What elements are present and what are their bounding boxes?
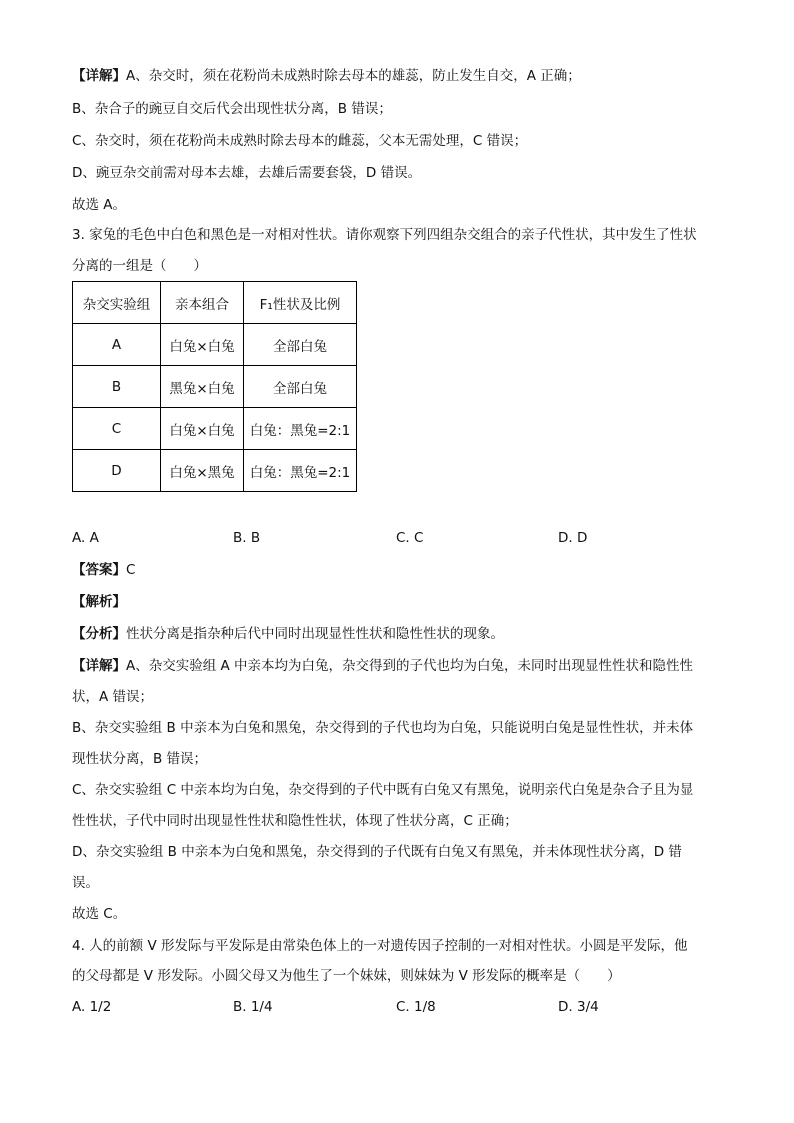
detail-line-c-cont: 性性状，子代中同时出现显性性状和隐性性状，体现了性状分离，C 正确； [72,813,518,829]
detail-line-b: B、杂交实验组 B 中亲本为白兔和黑兔，杂交得到的子代也均为白兔，只能说明白兔是显性性状，并未体 [72,720,694,736]
fenxi-line [72,624,504,644]
detail-line-d-cont: 误。 [72,875,99,891]
table-cell: 白兔：黑兔=2:1 [244,450,357,492]
detail-line-a [72,656,693,676]
answer-line [72,560,135,580]
question-3-stem-line-1: 3. 家兔的毛色中白色和黑色是一对相对性状。请你观察下列四组杂交组合的亲子代性状，其中发生了性状 [72,227,697,243]
table-cell: D [73,450,161,492]
detail-line-c: C、杂交实验组 C 中亲本均为白兔，杂交得到的子代中既有白兔又有黑兔，说明亲代白兔是杂合子且为显 [72,782,694,798]
table-header-row [73,282,357,324]
detail-text: A、杂交实验组 A 中亲本均为白兔，杂交得到的子代也均为白兔，未同时出现显性性状和隐性性 [126,658,694,674]
fenxi-text: 性状分离是指杂种后代中同时出现显性性状和隐性性状的现象。 [126,626,504,642]
table-cell: 全部白兔 [244,366,357,408]
table-cell: B [73,366,161,408]
question-3-stem-line-2: 分离的一组是（ ） [72,258,207,274]
conclusion-text: 故选 C。 [72,906,127,922]
table-cell: 白兔×黑兔 [161,450,244,492]
question-4-option-c: C. 1/8 [396,999,436,1015]
question-4-option-b: B. 1/4 [233,999,273,1015]
table-row [73,450,357,492]
table-row [73,408,357,450]
question-4-option-a: A. 1/2 [72,999,112,1015]
detail-tag: 【详解】 [72,68,126,84]
table-row [73,324,357,366]
table-header-cell: 亲本组合 [161,282,244,324]
conclusion-text: 故选 A。 [72,197,127,213]
table-cell: 白兔×白兔 [161,408,244,450]
table-row [73,366,357,408]
explanation-paragraph-4: D、豌豆杂交前需对母本去雄，去雄后需要套袋，D 错误。 [72,165,422,181]
explanation-text: A、杂交时，须在花粉尚未成熟时除去母本的雄蕊，防止发生自交，A 正确； [126,68,581,84]
detail-line-a-cont: 状，A 错误； [72,689,154,705]
explanation-paragraph-3: C、杂交时，须在花粉尚未成熟时除去母本的雌蕊，父本无需处理，C 错误； [72,133,528,149]
detail-line-d: D、杂交实验组 B 中亲本为白兔和黑兔，杂交得到的子代既有白兔又有黑兔，并未体现性状分离，D 错 [72,844,682,860]
table-cell: C [73,408,161,450]
question-3-option-b: B. B [233,530,261,546]
answer-tag: 【答案】 [72,562,126,578]
question-4-stem-line-2: 的父母都是 V 形发际。小圆父母又为他生了一个妹妹，则妹妹为 V 形发际的概率是（ ） [72,968,621,984]
answer-value: C [126,562,136,578]
table-cell: 黑兔×白兔 [161,366,244,408]
analysis-tag: 【解析】 [72,594,126,610]
table-cell: 白兔×白兔 [161,324,244,366]
explanation-paragraph-2: B、杂合子的豌豆自交后代会出现性状分离，B 错误； [72,101,392,117]
table-header-cell: 杂交实验组 [73,282,161,324]
table-header-cell: F₁性状及比例 [244,282,357,324]
question-3-option-d: D. D [558,530,588,546]
detail-line-b-cont: 现性状分离，B 错误； [72,751,208,767]
question-3-option-a: A. A [72,530,99,546]
cross-experiment-table [72,281,357,492]
table-cell: A [73,324,161,366]
fenxi-tag: 【分析】 [72,626,126,642]
explanation-paragraph-1 [72,66,581,86]
question-4-stem-line-1: 4. 人的前额 V 形发际与平发际是由常染色体上的一对遗传因子控制的一对相对性状。小圆是平发际，他 [72,938,688,954]
detail-tag: 【详解】 [72,658,126,674]
question-3-option-c: C. C [396,530,424,546]
table-cell: 全部白兔 [244,324,357,366]
table-cell: 白兔：黑兔=2:1 [244,408,357,450]
question-4-option-d: D. 3/4 [558,999,599,1015]
